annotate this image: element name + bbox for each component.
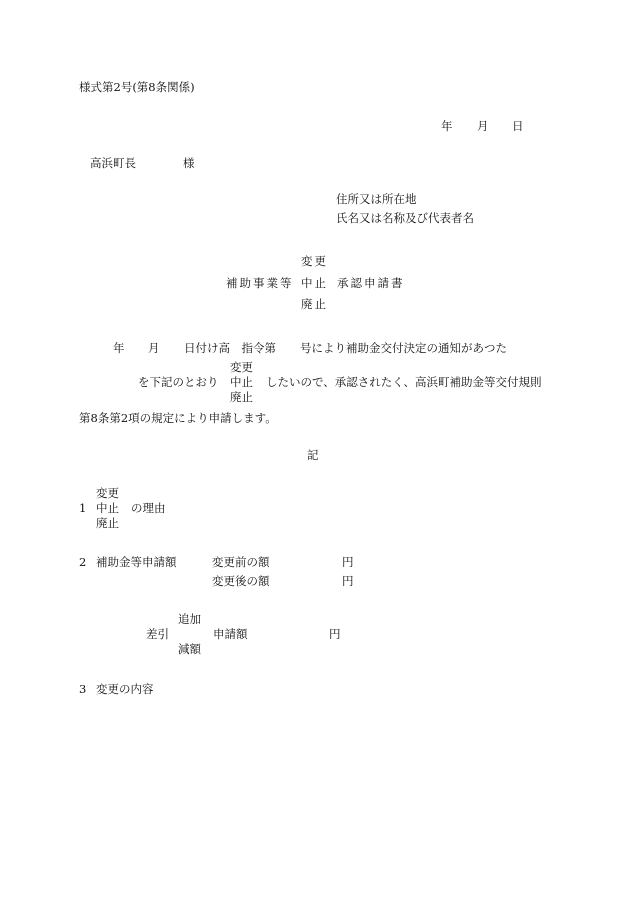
applicant-address-label: 住所又は所在地 (336, 192, 417, 206)
body-prefix: を下記のとおり (138, 375, 219, 389)
item2-add-label: 追加 (178, 612, 201, 626)
title-option-stop: 中止 (301, 276, 328, 290)
title-subject: 補助事業等 (226, 276, 294, 290)
body-year-label: 年 (113, 341, 125, 355)
ki-heading: 記 (307, 448, 319, 462)
body-request-text: したいので、承認されたく、高浜町補助金等交付規則 (266, 375, 542, 389)
item2-after-label: 変更後の額 (212, 574, 270, 588)
item1-label: の理由 (131, 501, 166, 515)
applicant-name-label: 氏名又は名称及び代表者名 (336, 211, 474, 225)
item1-number: 1 (79, 501, 87, 515)
date-month-label: 月 (477, 119, 489, 133)
item1-option-change: 変更 (96, 486, 119, 500)
item2-reduce-label: 減額 (178, 642, 201, 656)
title-suffix: 承認申請書 (337, 276, 405, 290)
body-option-change: 変更 (230, 360, 253, 374)
addressee-honorific: 様 (183, 156, 195, 170)
body-closing: 第8条第2項の規定により申請します。 (79, 411, 277, 425)
body-option-stop: 中止 (230, 375, 253, 389)
item3-number: 3 (79, 682, 87, 696)
date-year-label: 年 (441, 119, 453, 133)
body-option-abolish: 廃止 (230, 390, 253, 404)
item2-after-unit: 円 (342, 574, 354, 588)
date-day-label: 日 (512, 119, 524, 133)
item3-label: 変更の内容 (96, 682, 154, 696)
item2-diff-label: 差引 (146, 627, 169, 641)
item2-before-unit: 円 (342, 555, 354, 569)
item2-label: 補助金等申請額 (96, 555, 177, 569)
item2-apply-unit: 円 (329, 627, 341, 641)
body-notice-text: 号により補助金交付決定の通知があつた (300, 341, 507, 355)
item1-option-stop: 中止 (96, 501, 119, 515)
item1-option-abolish: 廃止 (96, 516, 119, 530)
item2-number: 2 (79, 555, 87, 569)
body-month-label: 月 (148, 341, 160, 355)
item2-apply-label: 申請額 (213, 627, 248, 641)
title-option-change: 変更 (301, 254, 328, 268)
item2-before-label: 変更前の額 (212, 555, 270, 569)
addressee-mayor: 高浜町長 (90, 156, 136, 170)
title-option-abolish: 廃止 (301, 297, 328, 311)
body-date-text: 日付け高 指令第 (184, 341, 276, 355)
form-number: 様式第2号(第8条関係) (79, 80, 195, 94)
